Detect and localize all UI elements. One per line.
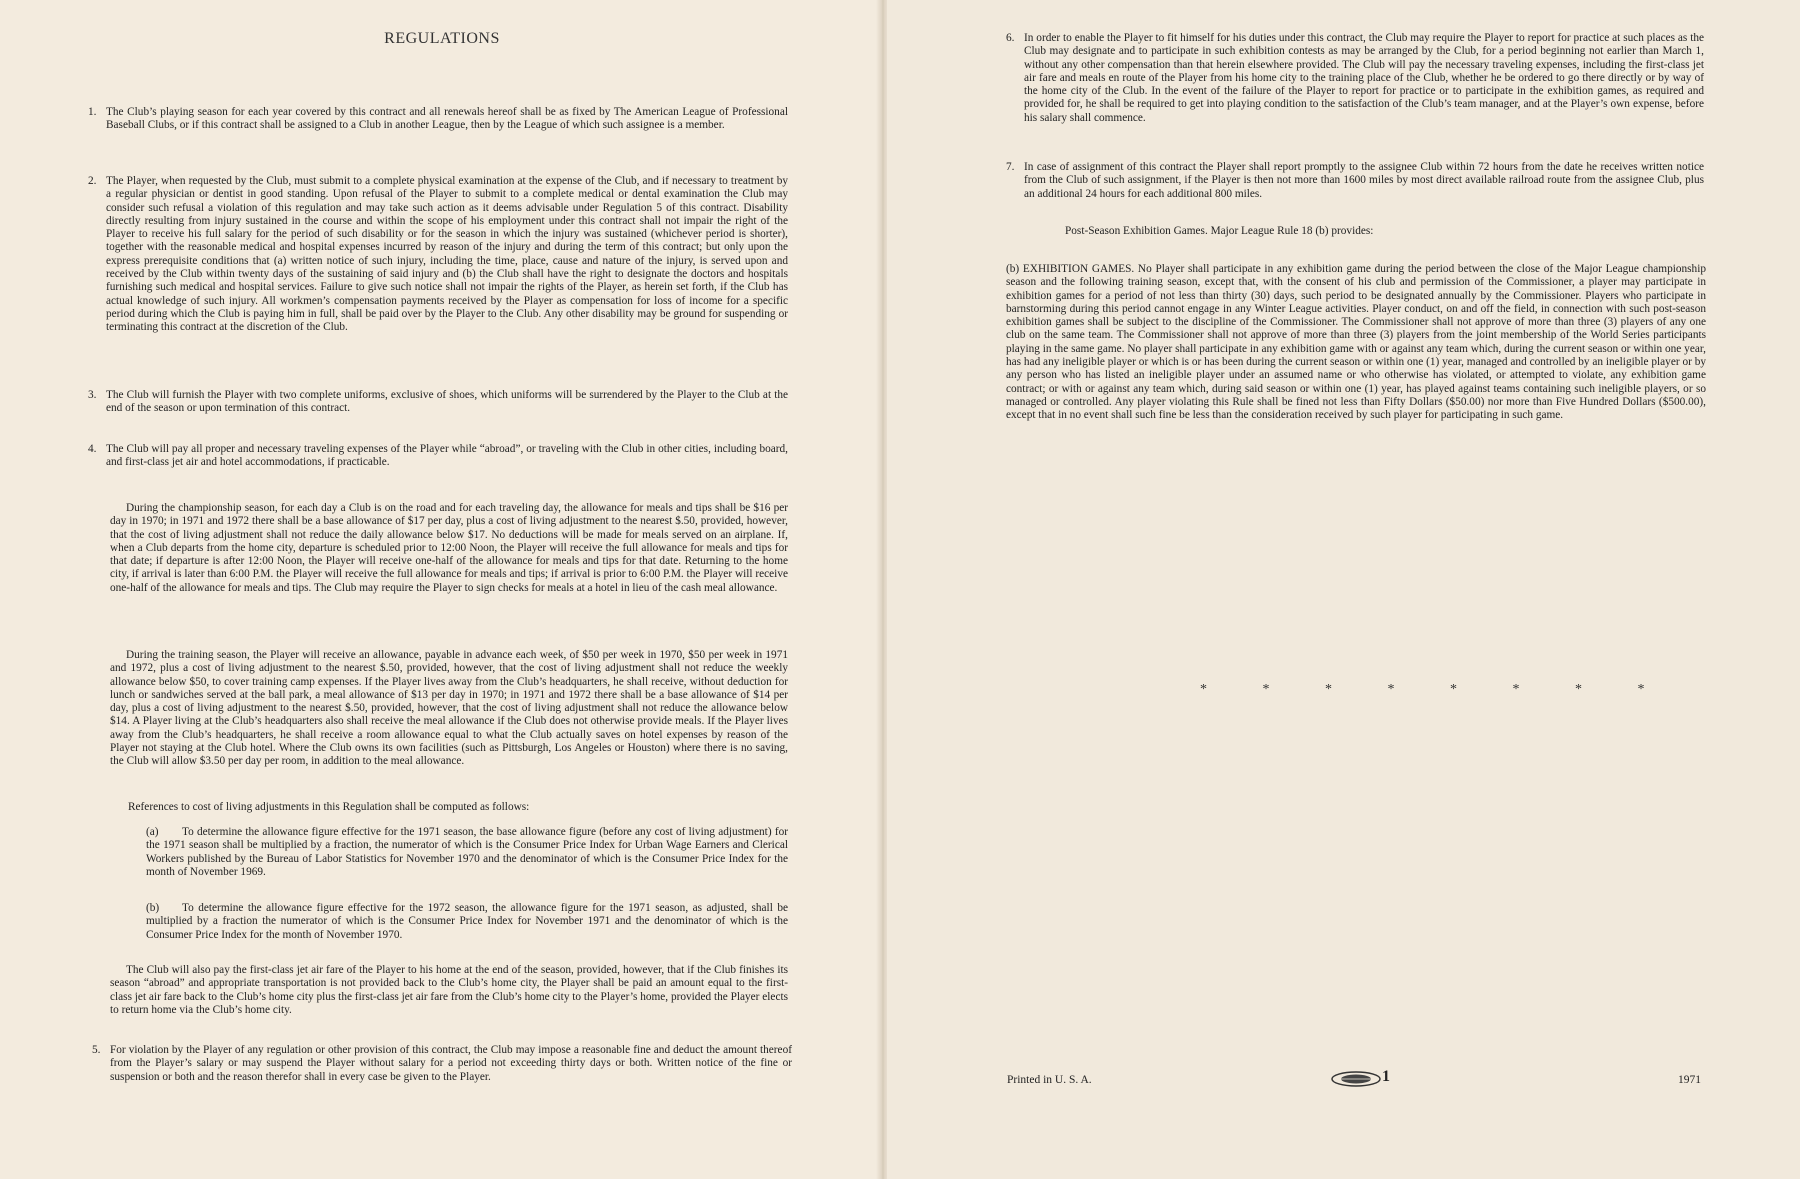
page-number: 1	[1382, 1068, 1390, 1085]
regulation-item-7	[1006, 161, 1704, 201]
item-text: For violation by the Player of any regulation or other provision of this contract, the Club may impose a reasonable fine and deduct the amount thereof from the Player’s salary or may suspend the Player without salary for a period not exceeding thirty days or both. Written notice of the fine or suspension or both and the reason therefor shall in every case be given to the Player.	[110, 1044, 792, 1083]
item-number: 7.	[1006, 161, 1015, 173]
regulation-item-3	[88, 389, 788, 416]
item-number: 2.	[88, 175, 97, 187]
item-number: 4.	[88, 443, 97, 455]
item-text: The Club’s playing season for each year covered by this contract and all renewals hereof shall be as fixed by The American League of Professional Baseball Clubs, or if this contract shall be assigned to a Club in another League, then by the League of which such assignee is a member.	[106, 106, 788, 132]
jet-fare-paragraph: The Club will also pay the first-class jet air fare of the Player to his home at the end of the season, provided, however, that if the Club finishes its season “abroad” and appropriate transportation is not provided back to the Club’s home city, the Player shall be paid an amount equal to the first-class jet air fare back to the Club’s home city plus the first-class jet air fare from the Club’s home city to the Player’s home, provided the Player elects to return home via the Club’s home city.	[110, 964, 788, 1016]
subparagraph-text: To determine the allowance figure effective for the 1971 season, the base allowance figure (before any cost of living adjustment) for the 1971 season shall be multiplied by a fraction, the numerator of which is the Consumer Price Index for Urban Wage Earners and Clerical Workers published by the Bureau of Labor Statistics for November 1970 and the denominator of which is the Consumer Price Index for the month of November 1969.	[146, 826, 788, 878]
item-number: 1.	[88, 106, 97, 118]
subparagraph-b	[146, 902, 788, 942]
print-year: 1971	[1678, 1074, 1701, 1086]
union-bug-logo-icon	[1330, 1070, 1382, 1088]
regulation-item-2	[88, 175, 788, 335]
championship-season-paragraph: During the championship season, for each day a Club is on the road and for each traveling day, the allowance for meals and tips shall be $16 per day in 1970; in 1971 and 1972 there shall be a base allowance of $17 per day, plus a cost of living adjustment to the nearest $.50, provided, however, that the cost of living adjustment shall not reduce the daily allowance below $17. No deductions will be made for meals served on an airplane. If, when a Club departs from the home city, departure is scheduled prior to 12:00 Noon, the Player will receive the full allowance for meals and tips for that date; if departure is after 12:00 Noon, the Player will receive one-half of the allowance for meals and tips for that date. Returning to the home city, if arrival is later than 6:00 P.M. the Player will receive the full allowance for meals and tips; if arrival is prior to 6:00 P.M. the Player will receive one-half of the allowance for meals and tips. The Club may require the Player to sign checks for meals at a hotel in lieu of the cash meal allowance.	[110, 502, 788, 594]
item-number: 5.	[92, 1044, 101, 1056]
left-page	[0, 0, 884, 1179]
subparagraph-text: To determine the allowance figure effective for the 1972 season, the allowance figure for the 1971 season, as adjusted, shall be multiplied by a fraction the numerator of which is the Consumer Price Index for November 1971 and the denominator of which is the Consumer Price Index for the month of November 1970.	[146, 902, 788, 941]
item-text: The Player, when requested by the Club, must submit to a complete physical examination at the expense of the Club, and if necessary to treatment by a regular physician or dentist in good standing. Upon refusal of the Player to submit to a complete medical or dental examination the Club may consider such refusal a violation of this regulation and may take such action as it deems advisable under Regulation 5 of this contract. Disability directly resulting from injury sustained in the course and within the scope of his employment under this contract shall not impair the right of the Player to receive his full salary for the period of such disability or for the season in which the injury was sustained (whichever period is shorter), together with the reasonable medical and hospital expenses incurred by reason of the injury and during the term of this contract; but only upon the express prerequisite conditions that (a) written notice of such injury, including the time, place, cause and nature of the injury, is served upon and received by the Club within twenty days of the sustaining of said injury and (b) the Club shall have the right to designate the doctors and hospitals furnishing such medical and hospital services. Failure to give such notice shall not impair the rights of the Player, as herein set forth, if the Club has actual knowledge of such injury. All workmen’s compensation payments received by the Player as compensation for loss of income for a specific period during which the Club is paying him in full, shall be paid over by the Player to the Club. Any other disability may be ground for suspending or terminating this contract at the discretion of the Club.	[106, 175, 788, 334]
references-paragraph: References to cost of living adjustments in this Regulation shall be computed as follows:	[128, 801, 530, 813]
item-text: The Club will furnish the Player with two complete uniforms, exclusive of shoes, which uniforms will be surrendered by the Player to the Club at the end of the season or upon termination of this contract.	[106, 389, 788, 415]
subparagraph-label: (b)	[146, 902, 160, 914]
exhibition-games-rule: (b) EXHIBITION GAMES. No Player shall participate in any exhibition game during the period between the close of the Major League championship season and the following training season, except that, with the consent of his club and permission of the Commissioner, a player may participate in exhibition games for a period of not less than thirty (30) days, such period to be designated annually by the Commissioner. Players who participate in barnstorming during this period cannot engage in any Winter League activities. Player conduct, on and off the field, in connection with such post-season exhibition games shall be subject to the discipline of the Commissioner. The Commissioner shall not approve of more than three (3) players of any one club on the same team. The Commissioner shall not approve of more than three (3) players from the joint membership of the World Series participants playing in the same game. No player shall participate in any exhibition game with or against any team which, during the current season or within one year, has had any ineligible player or which is or has been during the current season or within one (1) year, managed and controlled by an ineligible player or by any person who has listed an ineligible player under an assumed name or who otherwise has violated, or attempted to violate, any exhibition game contract; or with or against any team which, during said season or within one (1) year, has played against teams containing such ineligible players, or so managed or controlled. Any player violating this Rule shall be fined not less than Fifty Dollars ($50.00) nor more than Five Hundred Dollars ($500.00), except that in no event shall such fine be less than the consideration received by such player for participating in such game.	[1006, 263, 1706, 422]
regulation-item-6	[1006, 32, 1704, 125]
item-number: 6.	[1006, 32, 1015, 44]
section-separator-stars: * * * * * * * *	[1200, 682, 1671, 697]
printed-in-usa: Printed in U. S. A.	[1007, 1074, 1092, 1086]
training-season-paragraph: During the training season, the Player will receive an allowance, payable in advance each week, of $50 per week in 1970, $50 per week in 1971 and 1972, plus a cost of living adjustment to the nearest $.50, provided, however, that the cost of living adjustment shall not reduce the weekly allowance below $50, to cover training camp expenses. If the Player lives away from the Club’s headquarters, he shall receive, without deduction for lunch or sandwiches served at the ball park, a meal allowance of $13 per day in 1970; in 1971 and 1972 there shall be a base allowance of $14 per day, plus a cost of living adjustment to the nearest $.50, provided, however, that the cost of living adjustment shall not reduce the allowance below $14. A Player living at the Club’s headquarters also shall receive the meal allowance if the Club does not otherwise provide meals. If the Player lives away from the Club’s headquarters, he shall receive a room allowance equal to what the Club actually saves on hotel expenses by reason of the Player not staying at the Club hotel. Where the Club owns its own facilities (such as Pittsburgh, Los Angeles or Houston) where there is no saving, the Club will allow $3.50 per day per room, in addition to the meal allowance.	[110, 649, 788, 768]
page-title: REGULATIONS	[384, 30, 500, 47]
regulation-item-4	[88, 443, 788, 470]
subparagraph-a	[146, 826, 788, 879]
regulation-item-1	[88, 106, 788, 133]
post-season-caption: Post-Season Exhibition Games. Major League Rule 18 (b) provides:	[1065, 225, 1374, 237]
item-number: 3.	[88, 389, 97, 401]
item-text: In case of assignment of this contract the Player shall report promptly to the assignee Club within 72 hours from the date he receives written notice from the Club of such assignment, if the Player is then not more than 1600 miles by most direct available railroad route from the assignee Club, plus an additional 24 hours for each additional 800 miles.	[1024, 161, 1704, 200]
subparagraph-label: (a)	[146, 826, 159, 838]
item-text: The Club will pay all proper and necessary traveling expenses of the Player while “abroad”, or traveling with the Club in other cities, including board, and first-class jet air and hotel accommodations, if practicable.	[106, 443, 788, 469]
regulation-item-5	[92, 1044, 792, 1084]
item-text: In order to enable the Player to fit himself for his duties under this contract, the Club may require the Player to report for practice at such places as the Club may designate and to participate in such exhibition contests as may be arranged by the Club, for a period beginning not earlier than March 1, without any other compensation than that herein elsewhere provided. The Club will pay the necessary traveling expenses, including the first-class jet air fare and meals en route of the Player from his home city to the training place of the Club, whether he be ordered to go there directly or by way of the home city of the Club. In the event of the failure of the Player to report for practice or to participate in the exhibition games, as required and provided for, he shall be required to get into playing condition to the satisfaction of the Club’s team manager, and at the Player’s own expense, before his salary shall commence.	[1024, 32, 1704, 124]
